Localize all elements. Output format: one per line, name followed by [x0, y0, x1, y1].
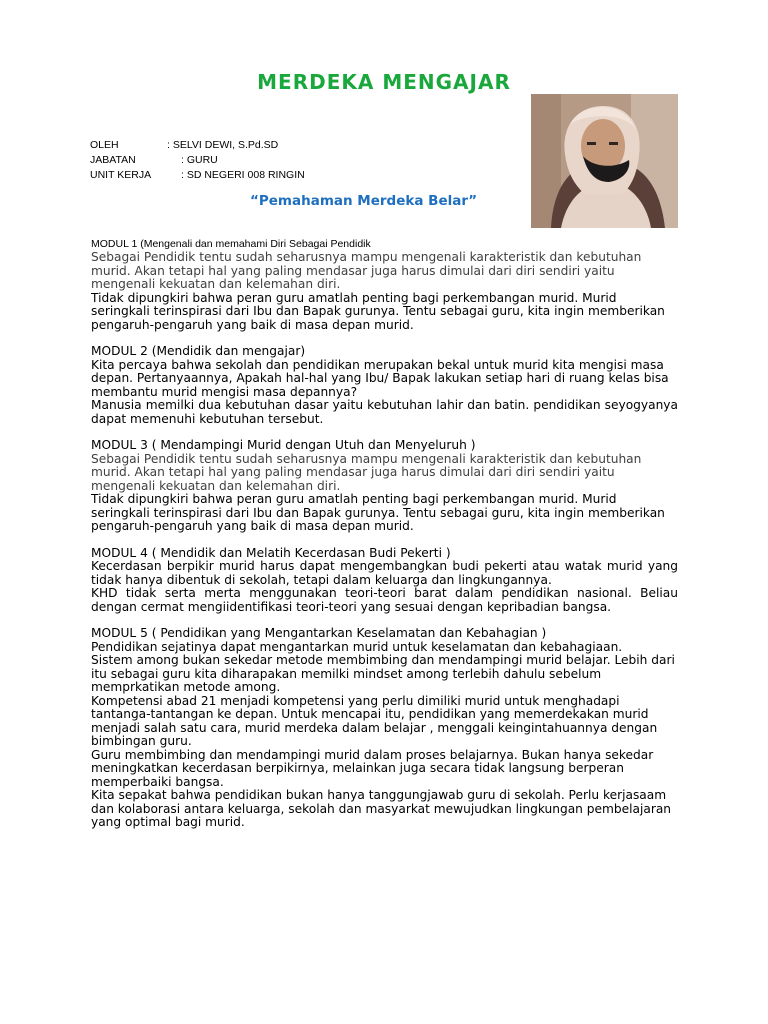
modul-1-heading: MODUL 1 (Mengenali dan memahami Diri Sebagai Pendidik: [91, 238, 371, 250]
modul-5-heading: MODUL 5 ( Pendidikan yang Mengantarkan Keselamatan dan Kebahagian ): [91, 626, 547, 640]
modul-4-paragraph-2: KHD tidak serta merta menggunakan teori-teori barat dalam pendidikan nasional. Beliau dengan cermat mengiidentifikasi teori-teori yang sesuai dengan kepribadian bangsa.: [91, 586, 678, 614]
jabatan-value: : GURU: [181, 154, 218, 166]
modul-3-heading: MODUL 3 ( Mendampingi Murid dengan Utuh dan Menyeluruh ): [91, 438, 476, 452]
oleh-value: : SELVI DEWI, S.Pd.SD: [167, 139, 279, 151]
unit-kerja-label: UNIT KERJA: [90, 169, 152, 181]
document-subtitle: “Pemahaman Merdeka Belar”: [250, 193, 478, 209]
modul-5-paragraph-5: Kita sepakat bahwa pendidikan bukan hanya tanggungjawab guru di sekolah. Perlu kerjasaam dan kolaborasi antara keluarga, sekolah dan masyarkat mewujudkan lingkungan pembelajaran yang optimal bagi murid.: [91, 788, 672, 829]
modul-3-paragraph-2: Tidak dipungkiri bahwa peran guru amatlah penting bagi perkembangan murid. Murid seringkali terinspirasi dari Ibu dan Bapak gurunya. Tentu sebagai guru, kita ingin memberikan pengaruh-pengaruh yang baik di masa depan murid.: [91, 492, 665, 533]
modul-5-paragraph-4: Guru membimbing dan mendampingi murid dalam proses belajarnya. Bukan hanya sekedar meningkatkan kecerdasan berpikirnya, melainkan juga secara tidak langsung berperan memperbaiki bangsa.: [91, 747, 654, 789]
oleh-label: OLEH: [90, 139, 119, 151]
modul-3-paragraph-1: Sebagai Pendidik tentu sudah seharusnya mampu mengenali karakteristik dan kebutuhan murid. Akan tetapi hal yang paling mendasar juga harus dimulai dari diri sendiri yaitu mengenali kekuatan dan kelemahan diri.: [91, 451, 642, 493]
modul-1-paragraph-2: Tidak dipungkiri bahwa peran guru amatlah penting bagi perkembangan murid. Murid seringkali terinspirasi dari Ibu dan Bapak gurunya. Tentu sebagai guru, kita ingin memberikan pengaruh-pengaruh yang baik di masa depan murid.: [91, 290, 665, 332]
modul-1-paragraph-1: Sebagai Pendidik tentu sudah seharusnya mampu mengenali karakteristik dan kebutuhan murid. Akan tetapi hal yang paling mendasar juga harus dimulai dari diri sendiri yaitu mengenali kekuatan dan kelemahan diri.: [91, 250, 642, 291]
spacer: [91, 534, 678, 547]
author-photo-illustration: [531, 94, 678, 228]
author-photo: [531, 94, 678, 228]
modul-2-paragraph-1: Kita percaya bahwa sekolah dan pendidikan merupakan bekal untuk murid kita mengisi masa depan. Pertanyaannya, Apakah hal-hal yang Ibu/ Bapak lakukan setiap hari di ruang kelas bisa membantu murid mengisi masa depannya?: [91, 357, 669, 399]
jabatan-label: JABATAN: [90, 154, 136, 166]
modul-2-paragraph-2: Manusia memilki dua kebutuhan dasar yaitu kebutuhan lahir dan batin. pendidikan seyogyanya dapat memenuhi kebutuhan tersebut.: [91, 398, 678, 426]
modul-5-paragraph-3: Kompetensi abad 21 menjadi kompetensi yang perlu dimiliki murid untuk menghadapi tantanga-tantangan ke depan. Untuk mencapai itu, pendidikan yang memerdekakan murid menjadi salah satu cara, murid merdeka dalam belajar , menggali keingintahuannya dengan bimbingan guru.: [91, 693, 658, 748]
modul-5-paragraph-1: Pendidikan sejatinya dapat mengantarkan murid untuk keselamatan dan kebahagiaan.: [91, 639, 623, 654]
modul-4-paragraph-1: Kecerdasan berpikir murid harus dapat mengembangkan budi pekerti atau watak murid yang tidak hanya dibentuk di sekolah, tetapi dalam keluarga dan lingkungannya.: [91, 559, 678, 587]
document-title: MERDEKA MENGAJAR: [257, 70, 511, 94]
unit-kerja-value: : SD NEGERI 008 RINGIN: [181, 169, 305, 181]
document-body: [91, 251, 678, 830]
modul-2-heading: MODUL 2 (Mendidik dan mengajar): [91, 344, 306, 358]
modul-4-heading: MODUL 4 ( Mendidik dan Melatih Kecerdasan Budi Pekerti ): [91, 545, 451, 560]
modul-5-paragraph-2: Sistem among bukan sekedar metode membimbing dan mendampingi murid belajar. Lebih dari itu sebagai guru kita diharapakan memilki mindset among terlebih dahulu sebelum memprkatikan metode among.: [91, 653, 675, 694]
